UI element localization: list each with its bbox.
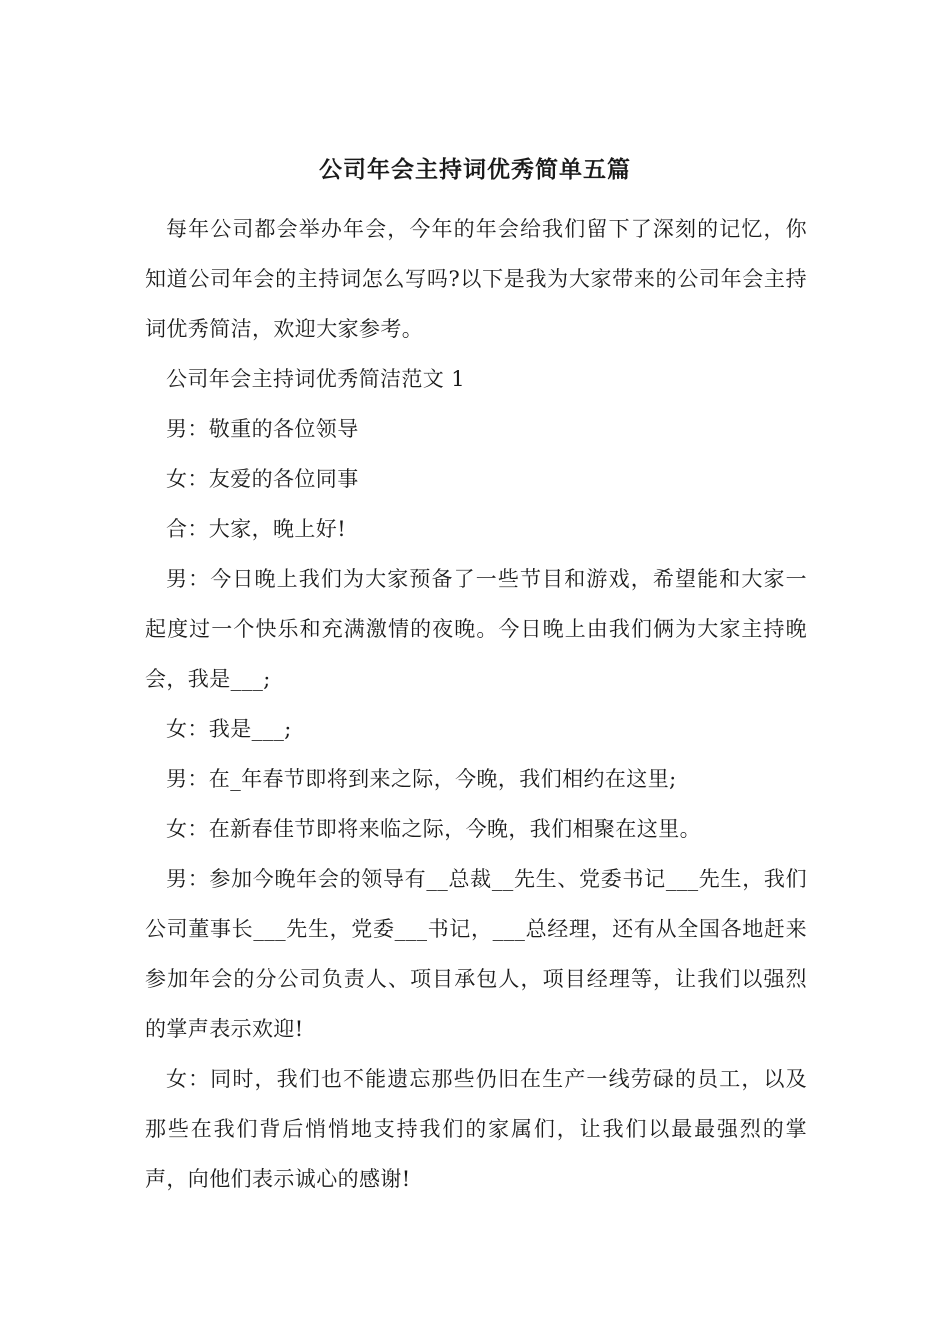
dialogue-line: 女：我是___; (166, 717, 292, 741)
dialogue-line: 女：同时，我们也不能遗忘那些仍旧在生产一线劳碌的员工，以及那些在我们背后悄悄地支持我们的家属们，让我们以最最强烈的掌声，向他们表示诚心的感谢! (145, 1067, 807, 1191)
dialogue-line: 男：在_年春节即将到来之际，今晚，我们相约在这里; (166, 767, 677, 791)
intro-paragraph: 每年公司都会举办年会，今年的年会给我们留下了深刻的记忆，你知道公司年会的主持词怎么写吗?以下是我为大家带来的公司年会主持词优秀简洁，欢迎大家参考。 (145, 217, 807, 341)
document-body (145, 204, 807, 1204)
dialogue-line: 男：参加今晚年会的领导有__总裁__先生、党委书记___先生，我们公司董事长___先生，党委___书记，___总经理，还有从全国各地赶来参加年会的分公司负责人、项目承包人，项目经理等，让我们以强烈的掌声表示欢迎! (145, 867, 807, 1041)
document-title: 公司年会主持词优秀简单五篇 (319, 156, 631, 183)
dialogue-line: 女：在新春佳节即将来临之际，今晚，我们相聚在这里。 (166, 817, 701, 841)
dialogue-line: 合：大家，晚上好! (166, 517, 347, 541)
dialogue-line: 男：敬重的各位领导 (166, 417, 359, 441)
dialogue-line: 女：友爱的各位同事 (166, 467, 359, 491)
section-heading: 公司年会主持词优秀简洁范文 1 (166, 367, 466, 391)
dialogue-line: 男：今日晚上我们为大家预备了一些节目和游戏，希望能和大家一起度过一个快乐和充满激情的夜晚。今日晚上由我们俩为大家主持晚会，我是___; (145, 567, 807, 691)
